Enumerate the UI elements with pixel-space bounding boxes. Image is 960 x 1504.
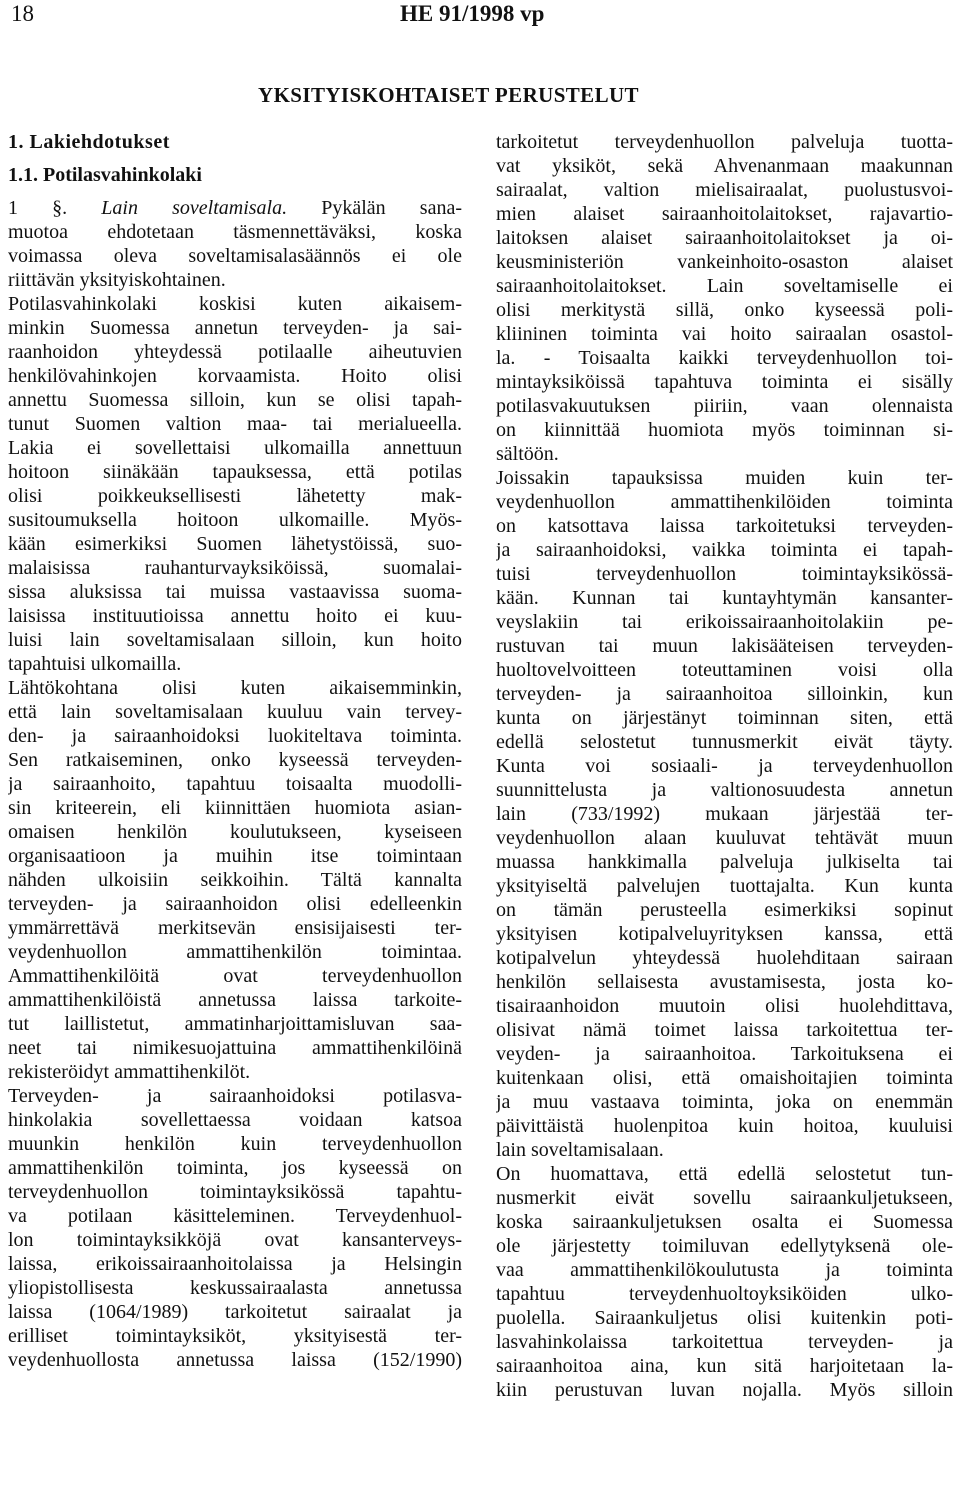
text-line: olisi merkitystä sillä, onko kyseessä poli-	[496, 299, 953, 321]
text-line: Terveyden- ja sairaanhoidoksi potilasva-	[8, 1085, 462, 1107]
text-line: annettu Suomessa silloin, kun se olisi tapah-	[8, 389, 462, 411]
text-line: den- ja sairaanhoidoksi luokiteltava toiminta.	[8, 725, 462, 747]
text-line: tisairaanhoidon muutoin olisi huolehdittava,	[496, 995, 953, 1017]
text-line: Lähtökohtana olisi kuten aikaisemminkin,	[8, 677, 462, 699]
text-line: nähden ulkoisiin seikkoihin. Tältä kannalta	[8, 869, 462, 891]
text-line: keusministeriön vankeinhoito-osaston alaiset	[496, 251, 953, 273]
text-line: laitoksen alaiset sairaanhoitolaitokset ja oi-	[496, 227, 953, 249]
text-line: kunta on järjestänyt toiminnan siten, että	[496, 707, 953, 729]
text-line: vaa ammattihenkilökoulutusta ja toiminta	[496, 1259, 953, 1281]
text-line: Sen ratkaiseminen, onko kyseessä terveyden-	[8, 749, 462, 771]
text-line: kuitenkaan olisi, että omaishoitajien toiminta	[496, 1067, 953, 1089]
spacer	[8, 154, 462, 163]
text-line: lain (733/1992) mukaan järjestää ter-	[496, 803, 953, 825]
text-line: sairaanhoitolaitokset. Lain soveltamiselle ei	[496, 275, 953, 297]
text-line: kliininen toiminta vai hoito sairaalan osastol-	[496, 323, 953, 345]
text-line: kään. Kunnan tai kuntayhtymän kansanter-	[496, 587, 953, 609]
text-line: laisissa instituutioissa annettu hoito ei kuu-	[8, 605, 462, 627]
text-line: la. - Toisaalta kaikki terveydenhuollon toi-	[496, 347, 953, 369]
text-line: suunnittelusta ja valtionosuudesta annetun	[496, 779, 953, 801]
text-line: ammattihenkilöistä annetussa laissa tarkoite-	[8, 989, 462, 1011]
text-line: Joissakin tapauksissa muiden kuin ter-	[496, 467, 953, 489]
text-line: minkin Suomessa annetun terveyden- ja sai-	[8, 317, 462, 339]
text-line: olisi poikkeuksellisesti lähetetty mak-	[8, 485, 462, 507]
text-line: sin kriteerein, eli kiinnittäen huomiota asian-	[8, 797, 462, 819]
text-line: päivittäistä huolenpitoa kuin hoitoa, kuuluisi	[496, 1115, 953, 1137]
text-line: neet tai nimikesuojattuina ammattihenkilöinä	[8, 1037, 462, 1059]
text-line: ja sairaanhoito, tapahtuu toisaalta muodolli-	[8, 773, 462, 795]
line-text: Pykälän sana-	[287, 197, 462, 219]
text-line: va potilaan käsitteleminen. Terveydenhuol-	[8, 1205, 462, 1227]
text-line: henkilön sellaisesta avustamisesta, josta ko-	[496, 971, 953, 993]
text-line: terveydenhuollon toimintayksikössä tapahtu-	[8, 1181, 462, 1203]
text-line: veyden- ja sairaanhoitoa. Tarkoituksena ei	[496, 1043, 953, 1065]
text-line: veydenhuollon alaan kuuluvat tehtävät muun	[496, 827, 953, 849]
text-line: huoltovelvoitteen toteuttaminen voisi olla	[496, 659, 953, 681]
text-line: puolella. Sairaankuljetus olisi kuitenkin poti-	[496, 1307, 953, 1329]
left-text-column	[8, 130, 462, 1372]
text-line: sairaanhoitoa aina, kun sitä harjoitetaan la-	[496, 1355, 953, 1377]
text-line: tapahtuu terveydenhuoltoyksiköiden ulko-	[496, 1283, 953, 1305]
page-number: 18	[11, 1, 34, 26]
text-line: potilasvakuutuksen piiriin, vaan olennaista	[496, 395, 953, 417]
text-line: ja muu vastaava toiminta, joka on enemmän	[496, 1091, 953, 1113]
text-line: olisivat nämä toimet laissa tarkoitettua ter-	[496, 1019, 953, 1041]
text-line: on tämän perusteella esimerkiksi sopinut	[496, 899, 953, 921]
text-line: laissa (1064/1989) tarkoitetut sairaalat ja	[8, 1301, 462, 1323]
text-line: veydenhuollon ammattihenkilöiden toiminta	[496, 491, 953, 513]
text-line: tapahtuisi ulkomailla.	[8, 653, 182, 675]
text-line: sairaalat, valtion mielisairaalat, puolustusvoi-	[496, 179, 953, 201]
text-line: riittävän yksityiskohtainen.	[8, 269, 226, 291]
text-line: rekisteröidyt ammattihenkilöt.	[8, 1061, 251, 1083]
text-line: Lakia ei sovellettaisi ulkomailla annettuun	[8, 437, 462, 459]
text-line: yksityiseltä palvelujen tuottajalta. Kun kunta	[496, 875, 953, 897]
text-line: tuisi terveydenhuollon toimintayksikössä-	[496, 563, 953, 585]
text-line	[8, 196, 462, 220]
text-line: malaisissa rauhanturvayksiköissä, suomalai-	[8, 557, 462, 579]
text-line: laissa, erikoissairaanhoitolaissa ja Helsingin	[8, 1253, 462, 1275]
text-line: Ammattihenkilöitä ovat terveydenhuollon	[8, 965, 462, 987]
text-line: 1.1. Potilasvahinkolaki	[8, 164, 202, 186]
text-line: ja sairaanhoidoksi, vaikka toiminta ei tapah-	[496, 539, 953, 561]
text-line: tarkoitetut terveydenhuollon palveluja tuotta-	[496, 131, 953, 153]
text-line: lain soveltamisalaan.	[496, 1139, 664, 1161]
text-line: Kunta voi sosiaali- ja terveydenhuollon	[496, 755, 953, 777]
text-line: ole järjestetty toimiluvan edellytyksenä ole-	[496, 1235, 953, 1257]
text-line: sissa aluksissa tai muissa vastaavissa suoma-	[8, 581, 462, 603]
text-line: kotipalvelun yhteydessä huolehditaan sairaan	[496, 947, 953, 969]
text-line: sältöön.	[496, 443, 559, 465]
text-line: muotoa ehdotetaan täsmennettäväksi, koska	[8, 221, 462, 243]
spacer	[8, 187, 462, 196]
text-line: erilliset toimintayksiköt, yksityisestä ter-	[8, 1325, 462, 1347]
text-line: mien alaiset sairaanhoitolaitokset, rajavartio-	[496, 203, 953, 225]
text-line: rustuvan tai muun lakisääteisen terveyden-	[496, 635, 953, 657]
text-line: raanhoidon yhteydessä potilaalle aiheutuvien	[8, 341, 462, 363]
text-line: vat yksiköt, sekä Ahvenanmaan maakunnan	[496, 155, 953, 177]
text-line: tunut Suomen valtion maa- tai merialueella.	[8, 413, 462, 435]
text-line: terveyden- ja sairaanhoidon olisi edelleenkin	[8, 893, 462, 915]
text-line: koska sairaankuljetuksen osalta ei Suomessa	[496, 1211, 953, 1233]
text-line: mintayksiköissä tapahtuva toiminta ei sisälly	[496, 371, 953, 393]
text-line: organisaatioon ja muihin itse toimintaan	[8, 845, 462, 867]
text-line: tut laillistetut, ammatinharjoittamisluvan saa-	[8, 1013, 462, 1035]
right-text-column	[496, 130, 953, 1402]
text-line: 1. Lakiehdotukset	[8, 131, 170, 153]
text-line: ymmärrettävä merkitsevän ensisijaisesti ter-	[8, 917, 462, 939]
section-title: YKSITYISKOHTAISET PERUSTELUT	[258, 83, 639, 107]
text-line: kään esimerkiksi Suomen lähetystöissä, suo-	[8, 533, 462, 555]
text-line: yliopistollisesta keskussairaalasta annetussa	[8, 1277, 462, 1299]
text-line: nusmerkit eivät sovellu sairaankuljetukseen,	[496, 1187, 953, 1209]
text-line: hinkolakia sovellettaessa voidaan katsoa	[8, 1109, 462, 1131]
text-line: omaisen henkilön koulutukseen, kyseiseen	[8, 821, 462, 843]
text-line: luisi lain soveltamisalaan silloin, kun hoito	[8, 629, 462, 651]
text-line: edellä selostetut tunnusmerkit eivät täyty.	[496, 731, 953, 753]
text-line: On huomattava, että edellä selostetut tun-	[496, 1163, 953, 1185]
text-line: että lain soveltamisalaan kuuluu vain tervey-	[8, 701, 462, 723]
text-line: veydenhuollosta annetussa laissa (152/1990)	[8, 1349, 462, 1371]
text-line: on katsottava laissa tarkoitetuksi terveyden-	[496, 515, 953, 537]
text-line: ammattihenkilön toiminta, jos kyseessä on	[8, 1157, 462, 1179]
text-line: lasvahinkolaissa tarkoitettua terveyden- ja	[496, 1331, 953, 1353]
section-marker: 1 §.	[8, 197, 102, 219]
text-line: terveyden- ja sairaanhoitoa silloinkin, kun	[496, 683, 953, 705]
text-line: lon toimintayksikköjä ovat kansanterveys-	[8, 1229, 462, 1251]
text-line: on kiinnittää huomiota myös toiminnan si-	[496, 419, 953, 441]
text-line: susitoumuksella hoitoon ulkomaille. Myös-	[8, 509, 462, 531]
text-line: hoitoon siinäkään tapauksessa, että potilas	[8, 461, 462, 483]
section-caption: Lain soveltamisala.	[101, 197, 288, 219]
text-line: voimassa oleva soveltamisalasäännös ei ole	[8, 245, 462, 267]
text-line: henkilövahinkojen korvaamista. Hoito olisi	[8, 365, 462, 387]
text-line: veydenhuollon ammattihenkilön toimintaa.	[8, 941, 462, 963]
text-line: muunkin henkilön kuin terveydenhuollon	[8, 1133, 462, 1155]
document-code: HE 91/1998 vp	[400, 1, 545, 26]
text-line: muassa hankkimalla palveluja julkiselta tai	[496, 851, 953, 873]
text-line: kiin perustuvan luvan nojalla. Myös silloin	[496, 1379, 953, 1401]
text-line: yksityisen kotipalveluyrityksen kanssa, että	[496, 923, 953, 945]
text-line: Potilasvahinkolaki koskisi kuten aikaisem-	[8, 293, 462, 315]
text-line: veyslakiin tai erikoissairaanhoitolakiin pe-	[496, 611, 953, 633]
